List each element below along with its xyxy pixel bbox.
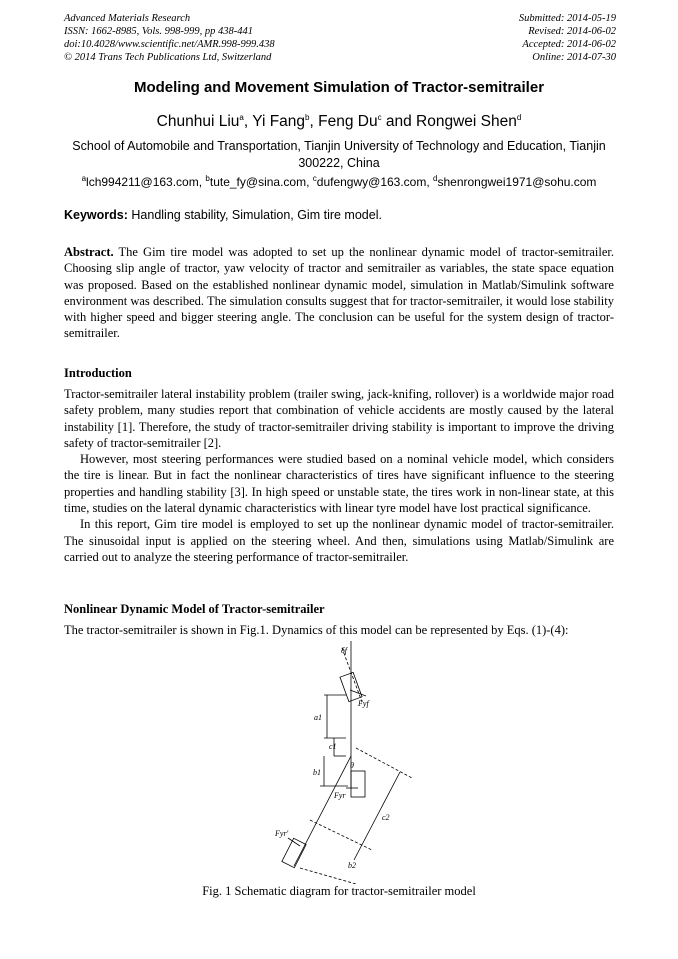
- paper-title: Modeling and Movement Simulation of Tractor-semitrailer: [133, 79, 545, 96]
- email-mark: d: [433, 174, 438, 183]
- figure-tractor-semitrailer: [250, 638, 430, 884]
- affiliation: School of Automobile and Transportation, Tianjin University of Technology and Education, Tianjin 300222, China: [72, 139, 606, 170]
- label-a1: a1: [314, 713, 322, 722]
- schematic-diagram: [250, 638, 430, 884]
- date-online: Online: 2014-07-30: [532, 52, 616, 63]
- abstract-label: Abstract.: [64, 245, 114, 259]
- email-separator: ,: [306, 175, 313, 189]
- model-body: [64, 622, 614, 638]
- author-separator: ,: [309, 113, 319, 130]
- email-address[interactable]: shenrongwei1971@sohu.com: [437, 175, 597, 189]
- author-separator: and: [381, 113, 417, 130]
- author-affil-mark: b: [305, 112, 310, 122]
- email-list: [0, 175, 678, 189]
- section-heading-introduction: Introduction: [64, 366, 132, 380]
- trailer-tire: [282, 838, 306, 868]
- journal-copyright: © 2014 Trans Tech Publications Ltd, Switzerland: [64, 52, 272, 63]
- dim-b2-ext: [310, 820, 372, 850]
- email-address[interactable]: tute_fy@sina.com: [209, 175, 307, 189]
- author-name: Yi Fang: [252, 113, 306, 130]
- label-delta-f: δf: [341, 646, 347, 655]
- journal-doi: doi:10.4028/www.scientific.net/AMR.998-999.438: [64, 39, 275, 50]
- author-name: Feng Du: [318, 113, 378, 130]
- label-fyr: Fyr: [334, 791, 346, 800]
- author-list: [0, 113, 678, 131]
- label-b2: b2: [348, 861, 356, 870]
- author-separator: ,: [243, 113, 253, 130]
- introduction-body: [64, 386, 614, 565]
- journal-header-right: [519, 12, 616, 64]
- email-separator: ,: [426, 175, 434, 189]
- author-affil-mark: c: [377, 112, 382, 122]
- section-heading-model: Nonlinear Dynamic Model of Tractor-semitrailer: [64, 602, 325, 616]
- journal-header-left: [64, 12, 275, 64]
- label-b1: b1: [313, 768, 321, 777]
- paragraph: Tractor-semitrailer lateral instability problem (trailer swing, jack-knifing, rollover) is a worldwide major road safety problem, many studies report that combination of vehicle accidents are mostly caused by the lateral instability [1]. Therefore, the study of tractor-semitrailer driving stability is important to improve the driving safety of tractor-semitrailer [2].: [64, 387, 614, 450]
- keywords: [64, 208, 614, 222]
- dim-c2-line: [354, 772, 400, 860]
- email-address[interactable]: lch994211@163.com: [86, 175, 199, 189]
- label-fyr-trailer: Fyr': [275, 829, 289, 838]
- author-name: Chunhui Liu: [156, 113, 240, 130]
- paragraph: The tractor-semitrailer is shown in Fig.1. Dynamics of this model can be represented by Eqs. (1)-(4):: [64, 623, 569, 637]
- paragraph: In this report, Gim tire model is employed to set up the nonlinear dynamic model of tractor-semitrailer. The sinusoidal input is applied on the steering wheel. And then, simulations using Matlab/Simulink are carried out to analyze the steering performance of tractor-semitrailer.: [64, 517, 614, 564]
- dim-b2-ext: [300, 868, 356, 884]
- label-theta: θ: [350, 761, 354, 770]
- keywords-text: Handling stability, Simulation, Gim tire model.: [131, 208, 382, 222]
- abstract-text: The Gim tire model was adopted to set up the nonlinear dynamic model of tractor-semitrailer. Choosing slip angle of tractor, yaw velocity of tractor and semitrailer as variables, the state space equation was proposed. Based on the established nonlinear dynamic model, simulation in Matlab/Simulink software environment was described. The simulation consults suggest that for tractor-semitrailer, it would lose stability with higher speed and bigger steering angle. The conclusion can be useful for the system design of tractor-semitrailer.: [64, 245, 615, 341]
- abstract: [64, 244, 614, 342]
- journal-issn: ISSN: 1662-8985, Vols. 998-999, pp 438-441: [64, 26, 253, 37]
- email-mark: b: [205, 174, 210, 183]
- tractor-rear-tire: [351, 771, 365, 797]
- keywords-label: Keywords:: [64, 208, 128, 222]
- date-accepted: Accepted: 2014-06-02: [522, 39, 616, 50]
- email-address[interactable]: dufengwy@163.com: [316, 175, 427, 189]
- journal-name: Advanced Materials Research: [64, 13, 191, 24]
- paragraph: However, most steering performances were studied based on a nominal vehicle model, which considers the tire is linear. But in fact the nonlinear characteristics of tires have significant influence to the steering properties and handling stability [3]. In high speed or unstable state, the tires work in non-linear state, at this time, studies on the lateral dynamic characteristics with linear tyre model have lost practical significance.: [64, 452, 614, 516]
- label-fyf: Fyf: [358, 699, 369, 708]
- email-separator: ,: [198, 175, 206, 189]
- figure-caption: Fig. 1 Schematic diagram for tractor-semitrailer model: [202, 884, 476, 898]
- dim-c2-ext: [356, 748, 412, 778]
- author-affil-mark: d: [516, 112, 522, 122]
- author-affil-mark: a: [239, 112, 244, 122]
- label-c2: c2: [382, 813, 390, 822]
- date-revised: Revised: 2014-06-02: [528, 26, 616, 37]
- email-mark: a: [81, 174, 87, 183]
- date-submitted: Submitted: 2014-05-19: [518, 13, 616, 24]
- author-name: Rongwei Shen: [416, 113, 517, 130]
- email-mark: c: [312, 174, 317, 183]
- force-arrow-fyr2: [288, 838, 300, 846]
- trailer-axis-line: [294, 756, 351, 866]
- label-c1: c1: [329, 742, 337, 751]
